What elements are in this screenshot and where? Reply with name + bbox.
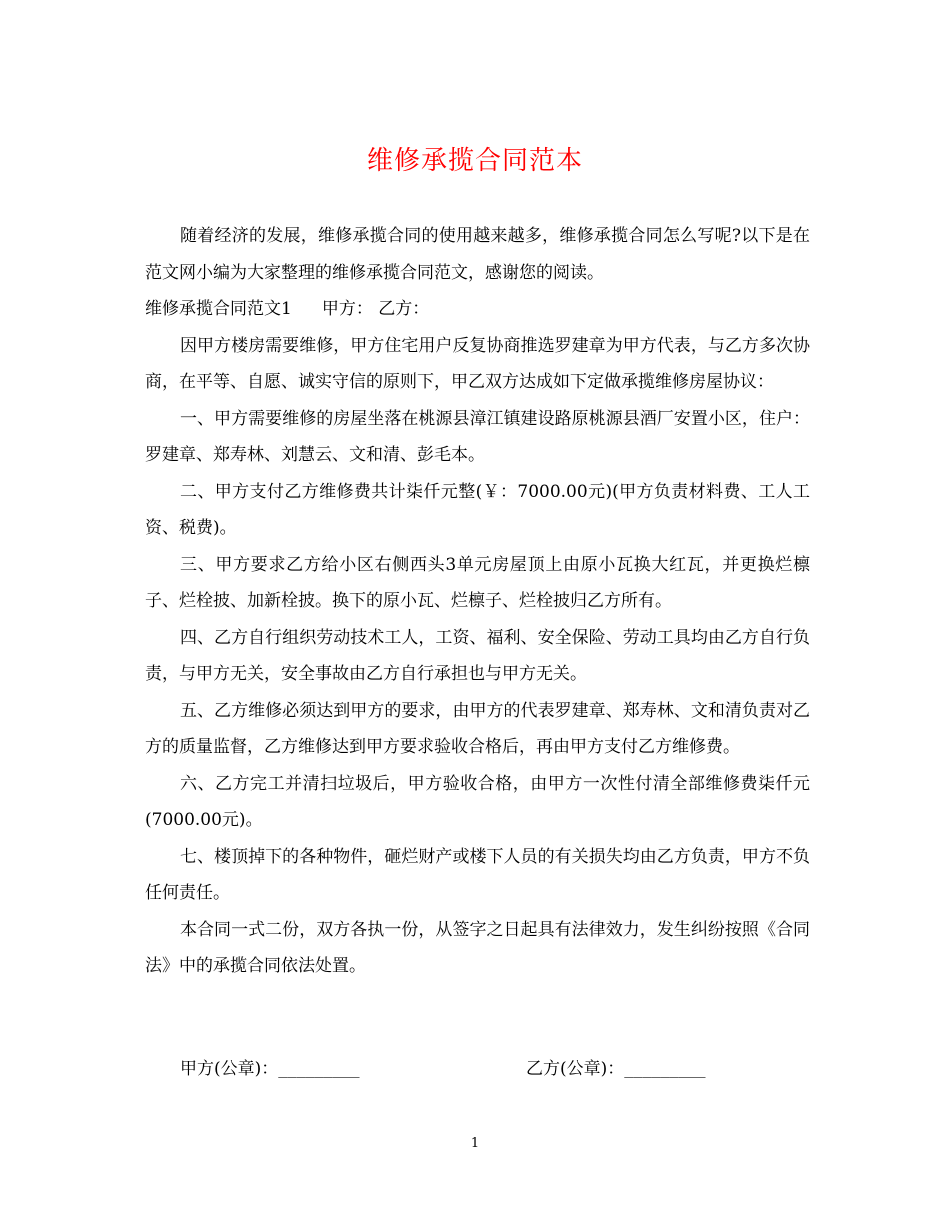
sample-heading-line: [145, 291, 810, 328]
preamble-paragraph: 因甲方楼房需要维修，甲方住宅用户反复协商推选罗建章为甲方代表，与乙方多次协商，在平等、自愿、诚实守信的原则下，甲乙双方达成如下定做承揽维修房屋协议：: [145, 335, 810, 392]
document-body: [145, 218, 810, 985]
clause-6: 六、乙方完工并清扫垃圾后，甲方验收合格，由甲方一次性付清全部维修费柒仟元(7000.00元)。: [145, 773, 810, 830]
document-title: 维修承揽合同范本: [366, 146, 583, 176]
clause-7: 七、楼顶掉下的各种物件，砸烂财产或楼下人员的有关损失均由乙方负责，甲方不负任何责任。: [145, 846, 810, 903]
party-b-signature-blank: _________: [624, 1060, 706, 1078]
clause-1: 一、甲方需要维修的房屋坐落在桃源县漳江镇建设路原桃源县酒厂安置小区，住户：罗建章、郑寿林、刘慧云、文和清、彭毛本。: [145, 408, 810, 465]
party-a-signature: [180, 1054, 360, 1084]
clause-2: 二、甲方支付乙方维修费共计柒仟元整(￥：7000.00元)(甲方负责材料费、工人工资、税费)。: [145, 481, 810, 538]
party-b-label: 乙方：: [378, 299, 430, 319]
clause-3: 三、甲方要求乙方给小区右侧西头3单元房屋顶上由原小瓦换大红瓦，并更换烂檩子、烂栓披、加新栓披。换下的原小瓦、烂檩子、烂栓披归乙方所有。: [145, 554, 810, 611]
clause-5: 五、乙方维修必须达到甲方的要求，由甲方的代表罗建章、郑寿林、文和清负责对乙方的质量监督，乙方维修达到甲方要求验收合格后，再由甲方支付乙方维修费。: [145, 700, 810, 757]
clause-4: 四、乙方自行组织劳动技术工人，工资、福利、安全保险、劳动工具均由乙方自行负责，与甲方无关，安全事故由乙方自行承担也与甲方无关。: [145, 627, 810, 684]
party-b-signature: [526, 1054, 706, 1084]
sample-heading: 维修承揽合同范文1: [145, 299, 292, 319]
party-a-seal-label: 甲方(公章)：: [180, 1059, 279, 1079]
closing-paragraph: 本合同一式二份，双方各执一份，从签字之日起具有法律效力，发生纠纷按照《合同法》中的承揽合同依法处置。: [145, 919, 810, 976]
party-a-signature-blank: _________: [278, 1060, 360, 1078]
page-number: 1: [470, 1136, 480, 1151]
party-a-label: 甲方：: [321, 299, 373, 319]
party-b-seal-label: 乙方(公章)：: [526, 1059, 625, 1079]
intro-paragraph: 随着经济的发展，维修承揽合同的使用越来越多，维修承揽合同怎么写呢?以下是在范文网小编为大家整理的维修承揽合同范文，感谢您的阅读。: [145, 226, 810, 283]
